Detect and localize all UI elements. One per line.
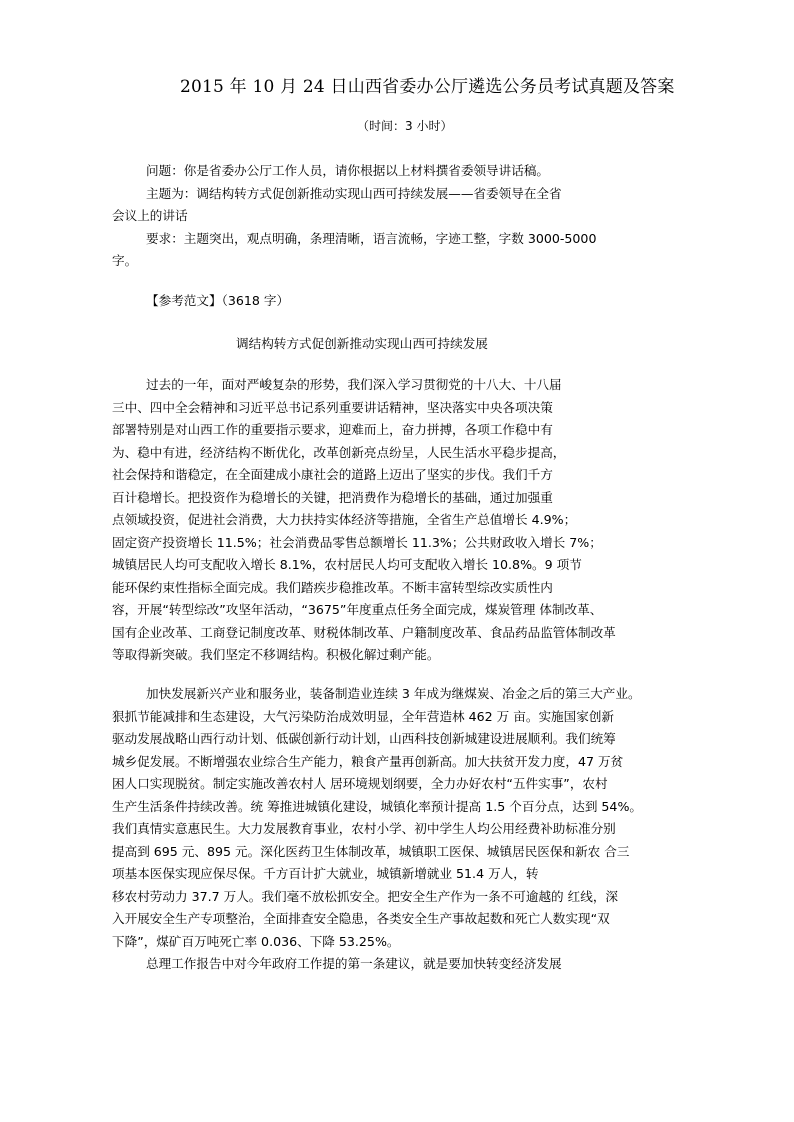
- question-line: 要求：主题突出，观点明确，条理清晰，语言流畅，字迹工整，字数 3000-5000: [146, 231, 597, 246]
- reference-label: 【参考范文】（3618 字）: [146, 293, 290, 308]
- paragraph-line: 入开展安全生产专项整治，全面排查安全隐患，各类安全生产事故起数和死亡人数实现“双: [112, 911, 610, 926]
- paragraph-line: 狠抓节能减排和生态建设，大气污染防治成效明显，全年营造林 462 万 亩。实施国家创新: [112, 709, 615, 724]
- paragraph-line: 我们真情实意惠民生。大力发展教育事业，农村小学、初中学生人均公用经费补助标准分别: [112, 821, 616, 836]
- paragraph-line: 固定资产投资增长 11.5%；社会消费品零售总额增长 11.3%；公共财政收入增长 7%；: [112, 535, 602, 550]
- question-line: 问题：你是省委办公厅工作人员，请你根据以上材料撰省委领导讲话稿。: [146, 163, 549, 178]
- paragraph-line: 部署特别是对山西工作的重要指示要求，迎难而上，奋力拼搏，各项工作稳中有: [112, 422, 553, 437]
- paragraph-line: 城镇居民人均可支配收入增长 8.1%，农村居民人均可支配收入增长 10.8%。9 项节: [112, 557, 582, 572]
- paragraph-line: 百计稳增长。把投资作为稳增长的关键，把消费作为稳增长的基础，通过加强重: [112, 490, 553, 505]
- essay-title: 调结构转方式促创新推动实现山西可持续发展: [236, 336, 488, 351]
- paragraph-line: 能环保约束性指标全面完成。我们踏疾步稳推改革。不断丰富转型综改实质性内: [112, 580, 553, 595]
- paragraph-line: 城乡促发展。不断增强农业综合生产能力，粮食产量再创新高。加大扶贫开发力度，47 万贫: [112, 754, 624, 769]
- paragraph-line: 总理工作报告中对今年政府工作提的第一条建议，就是要加快转变经济发展: [146, 956, 562, 971]
- paragraph-line: 等取得新突破。我们坚定不移调结构。积极化解过剩产能。: [112, 647, 440, 662]
- paragraph-line: 生产生活条件持续改善。统 筹推进城镇化建设，城镇化率预计提高 1.5 个百分点，达到 54%。: [112, 799, 643, 814]
- question-line: 主题为：调结构转方式促创新推动实现山西可持续发展——省委领导在全省: [146, 186, 562, 201]
- paragraph-line: 下降”，煤矿百万吨死亡率 0.036、下降 53.25%。: [112, 934, 400, 949]
- paragraph-line: 困人口实现脱贫。制定实施改善农村人 居环境规划纲要，全力办好农村“五件实事”，农村: [112, 776, 608, 791]
- paragraph-line: 驱动发展战略山西行动计划、低碳创新行动计划，山西科技创新城建设进展顺利。我们统筹: [112, 731, 616, 746]
- paragraph-line: 为、稳中有进，经济结构不断优化，改革创新亮点纷呈，人民生活水平稳步提高，: [112, 445, 566, 460]
- paragraph-line: 过去的一年，面对严峻复杂的形势，我们深入学习贯彻党的十八大、十八届: [146, 377, 562, 392]
- question-line: 会议上的讲话: [112, 208, 188, 223]
- paragraph-line: 点领域投资，促进社会消费，大力扶持实体经济等措施，全省生产总值增长 4.9%；: [112, 512, 577, 527]
- question-line: 字。: [112, 253, 138, 268]
- page-title: 2015 年 10 月 24 日山西省委办公厅遴选公务员考试真题及答案: [180, 77, 675, 97]
- paragraph-line: 国有企业改革、工商登记制度改革、财税体制改革、户籍制度改革、食品药品监管体制改革: [112, 625, 616, 640]
- time-note: （时间：3 小时）: [357, 119, 453, 133]
- paragraph-line: 三中、四中全会精神和习近平总书记系列重要讲话精神，坚决落实中央各项决策: [112, 400, 553, 415]
- paragraph-line: 提高到 695 元、895 元。深化医药卫生体制改革，城镇职工医保、城镇居民医保和新农 合三: [112, 844, 630, 859]
- paragraph-line: 社会保持和谐稳定，在全面建成小康社会的道路上迈出了坚实的步伐。我们千方: [112, 467, 553, 482]
- paragraph-line: 加快发展新兴产业和服务业，装备制造业连续 3 年成为继煤炭、冶金之后的第三大产业。: [146, 686, 641, 701]
- paragraph-line: 容，开展“转型综改”攻坚年活动，“3675”年度重点任务全面完成，煤炭管理 体制改革、: [112, 602, 603, 617]
- paragraph-line: 项基本医保实现应保尽保。千方百计扩大就业，城镇新增就业 51.4 万人，转: [112, 866, 539, 881]
- paragraph-line: 移农村劳动力 37.7 万人。我们毫不放松抓安全。把安全生产作为一条不可逾越的 红线，深: [112, 889, 619, 904]
